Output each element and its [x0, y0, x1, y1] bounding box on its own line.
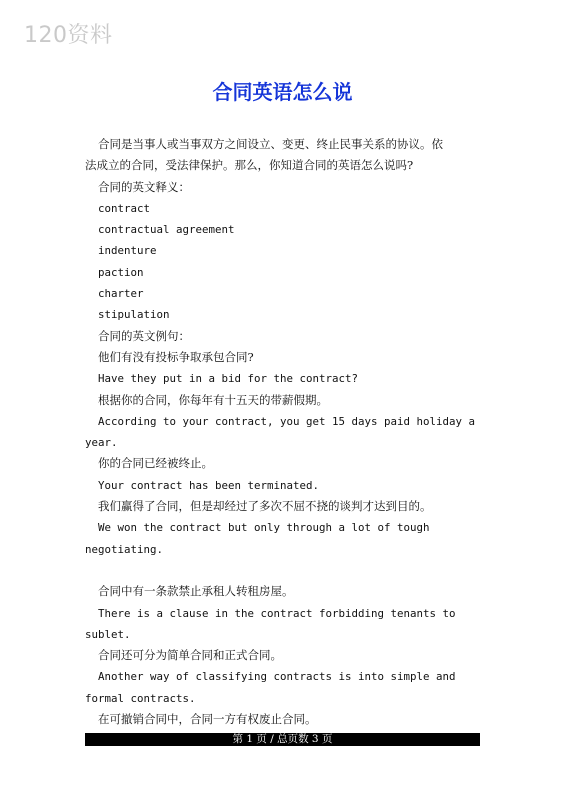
text-line: According to your contract, you get 15 days paid holiday a — [98, 414, 476, 428]
text-line: We won the contract but only through a lot of tough — [98, 521, 430, 535]
document-body — [85, 134, 476, 730]
text-line: Have they put in a bid for the contract? — [98, 372, 359, 386]
text-line: 合同还可分为简单合同和正式合同。 — [98, 648, 282, 663]
text-line: indenture — [98, 244, 157, 258]
text-line: 我们赢得了合同，但是却经过了多次不屈不挠的谈判才达到目的。 — [98, 499, 432, 514]
text-line: 你的合同已经被终止。 — [98, 456, 213, 471]
text-line: year. — [85, 436, 118, 450]
page-title: 合同英语怎么说 — [212, 80, 353, 104]
text-line: negotiating. — [85, 542, 164, 556]
text-line: contract — [98, 201, 151, 215]
text-line: There is a clause in the contract forbidding tenants to — [98, 606, 456, 620]
text-line: 合同是当事人或当事双方之间设立、变更、终止民事关系的协议。依 — [98, 137, 443, 151]
text-line: paction — [98, 265, 144, 279]
blank-line — [85, 560, 470, 581]
text-line: 他们有没有投标争取承包合同? — [98, 349, 254, 364]
text-line: contractual agreement — [98, 223, 235, 237]
text-line: Your contract has been terminated. — [98, 478, 320, 492]
text-line: 在可撤销合同中，合同一方有权废止合同。 — [98, 712, 317, 727]
text-line: sublet. — [85, 627, 131, 641]
text-line: 合同中有一条款禁止承租人转租房屋。 — [98, 584, 294, 599]
text-line: 合同的英文释义： — [98, 179, 190, 194]
page-footer: 第 1 页 / 总页数 3 页 — [85, 733, 480, 746]
text-line: 根据你的合同，你每年有十五天的带薪假期。 — [98, 392, 328, 407]
text-line: formal contracts. — [85, 691, 196, 705]
text-line: 法成立的合同，受法律保护。那么，你知道合同的英语怎么说吗? — [85, 158, 414, 173]
text-line: Another way of classifying contracts is into simple and — [98, 670, 456, 684]
text-line: stipulation — [98, 308, 170, 322]
text-line: 合同的英文例句： — [98, 328, 190, 343]
watermark-logo: 120资料 — [24, 23, 113, 48]
text-line: charter — [98, 287, 144, 301]
